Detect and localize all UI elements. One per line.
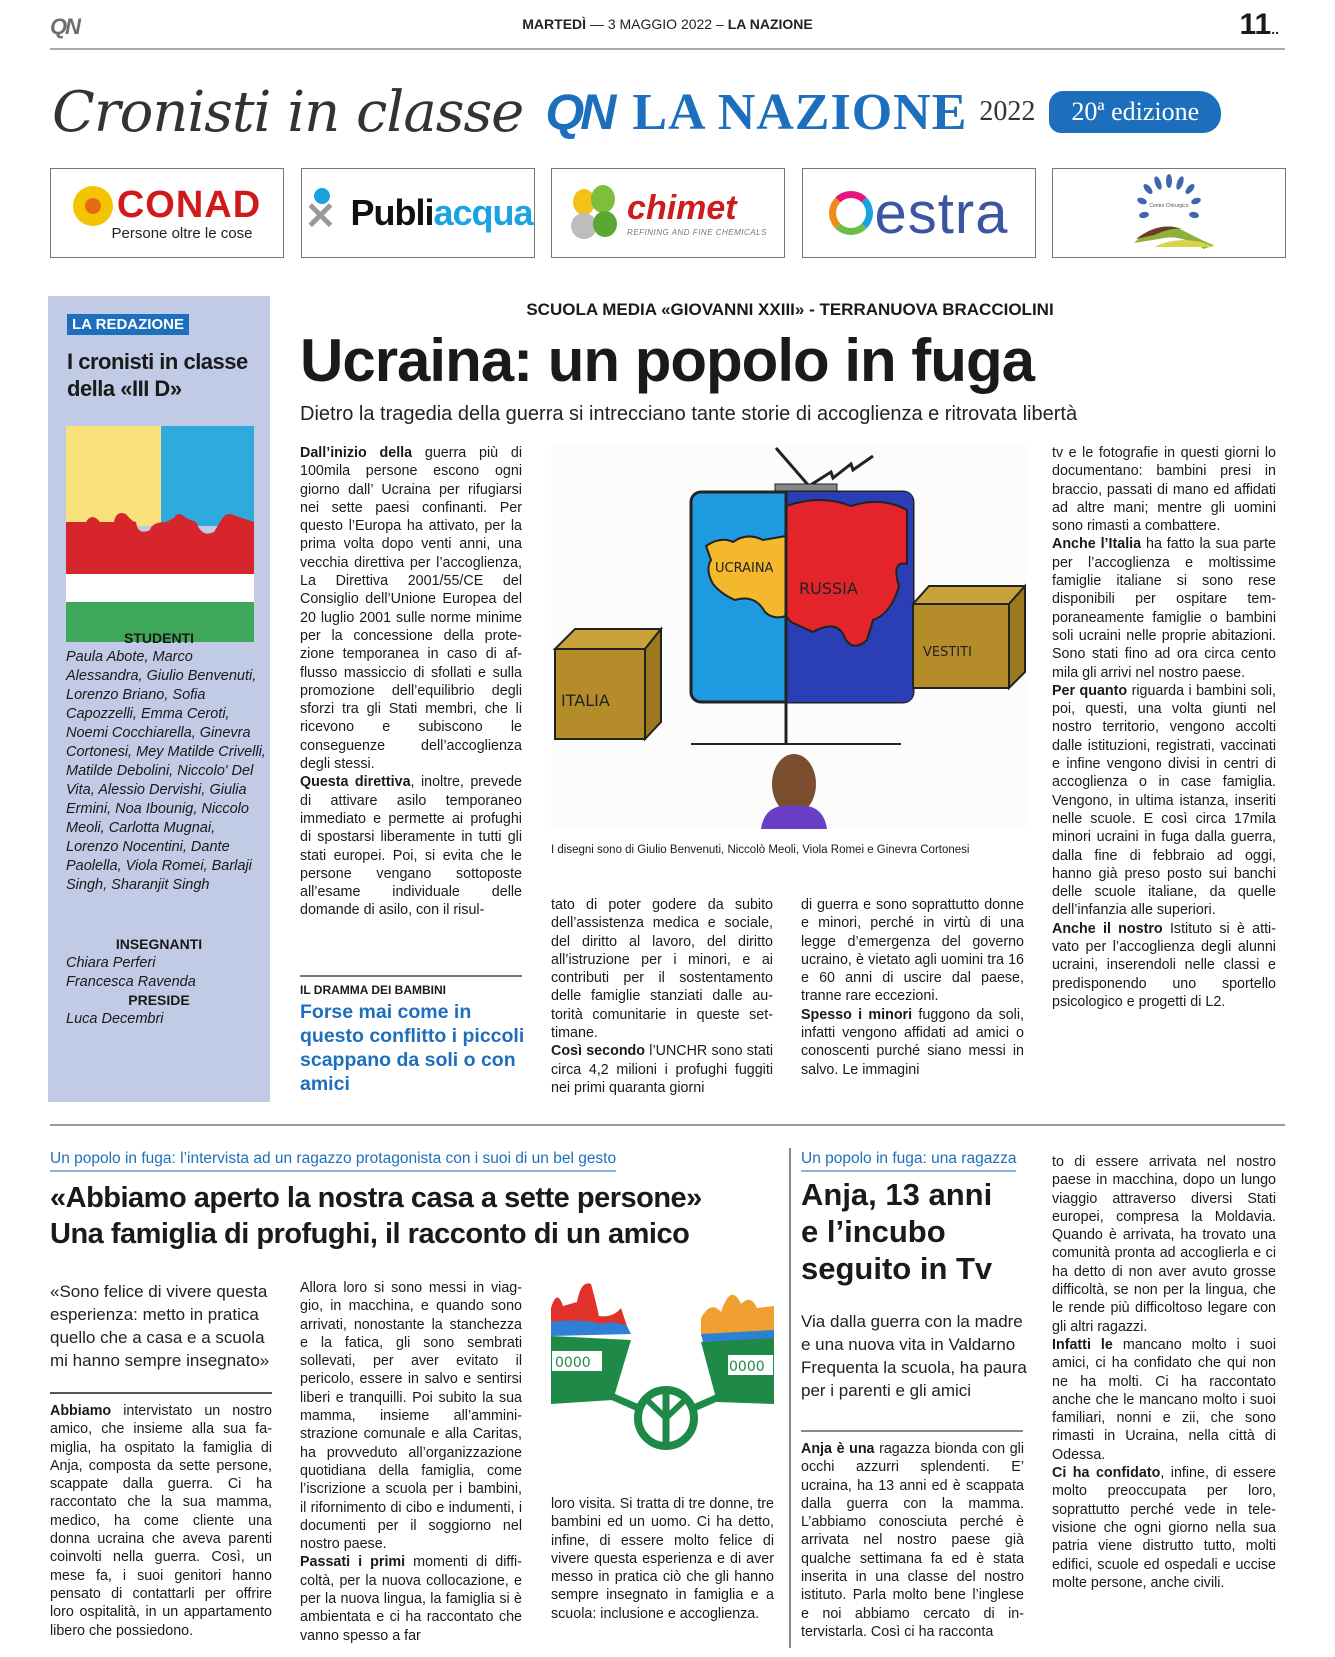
principal-name: Luca Decembri: [66, 1011, 164, 1027]
section-divider: [50, 1124, 1285, 1126]
main-col-2: tato di poter godere da subito dell’assistenza medica e sociale, del diritto al lavoro, del diritto all’istruzione per i minori, e ai contributi per il sostentamento delle famiglie stanziati dalle autorità comunitarie in queste settimane. Così secondo l’UNCHR sono stati circa 4,2 milioni i profughi fuggiti nei primi quaranta giorni: [551, 897, 773, 1096]
header-rule: [50, 48, 1285, 50]
teacher-2: Francesca Ravenda: [66, 974, 196, 990]
anja-divider: [801, 1430, 1023, 1432]
sponsor-centro-chirurgico-toscano: [1052, 168, 1286, 258]
sponsor-chimet: chimet REFINING AND FINE CHEMICALS: [551, 168, 785, 258]
svg-text:0000: 0000: [555, 1355, 591, 1371]
family-headline: «Abbiamo aperto la nostra casa a sette persone» Una famiglia di profughi, il racconto di un amico: [50, 1182, 702, 1250]
conad-flower-icon: [73, 186, 113, 226]
publiacqua-figure-icon: [302, 188, 342, 238]
sponsor-conad: CONAD Persone oltre le cose: [50, 168, 284, 258]
tv-drawing-illustration: [551, 444, 1026, 829]
boats-peace-drawing: [551, 1278, 774, 1458]
family-col-2: Allora loro si sono messi in viaggio, in macchina, e quando sono arrivati, nonostante la stanchezza e la fatica, gli sono sembrati sollevati, per aver evitato il pericolo, essere in salvo e sentirsi liberi e tranquilli. Poi subito la sua mamma, insieme all’amministrazione comunale e alla Caritas, ha provveduto all’organizzazione quotidiana della famiglia, come l’iscrizione a scuola per i bambini, il rifornimento di cibo e indumenti, i documenti per il soggiorno nel nostro paese. Passati i primi momenti di difficoltà, per la nuova collocazione, e per la nuova lingua, la famiglia si è ambientata e ci ha raccontato che vanno spesso a far: [300, 1280, 522, 1644]
svg-text:RUSSIA: RUSSIA: [799, 579, 858, 598]
anja-col-1: Anja è una ragazza bionda con gli occhi azzurri splendenti. E’ ucraina, ha 13 anni ed è scappata dalla guerra con la mamma. L’abbiamo conosciuta perché è arrivata nel nostro paese già qualche settimana fa ed è stata inserita in una classe del nostro istituto. Parla molto bene l’inglese e noi abbiamo cercato di intervistarla. Così ci ha racconta: [801, 1441, 1024, 1640]
banner-year: 2022: [979, 96, 1036, 127]
qn-logo: QN: [545, 84, 613, 140]
family-col-3: loro visita. Si tratta di tre donne, tre bambini ed un uomo. Ci ha detto, infine, di essere molto felice di vivere questa esperienza e di aver messo in pratica ciò che gli hanno sempre insegnato in famiglia e a scuola: inclusione e accoglienza.: [551, 1496, 774, 1622]
cronisti-banner: [52, 72, 1292, 152]
class-drawing-flag: [66, 426, 254, 642]
main-headline: Ucraina: un popolo in fuga: [300, 327, 1034, 394]
teacher-1: Chiara Perferi: [66, 955, 156, 971]
svg-text:Centro Chirurgico: Centro Chirurgico: [1149, 203, 1189, 209]
anja-subhead: Via dalla guerra con la madre e una nuova vita in Valdarno Frequenta la scuola, ha paura per i parenti e gli amici: [801, 1312, 1027, 1400]
teachers-label: INSEGNANTI: [115, 936, 203, 952]
students-label: STUDENTI: [124, 630, 194, 646]
centro-chirurgico-logo-icon: [1114, 173, 1224, 253]
dateline: MARTEDÌ — 3 MAGGIO 2022 – LA NAZIONE: [522, 16, 813, 32]
la-nazione-logo: LA NAZIONE: [632, 83, 968, 141]
redazione-title: I cronisti in classe della «III D»: [67, 349, 248, 401]
weekday: MARTEDÌ: [522, 16, 587, 32]
svg-text:0000: 0000: [729, 1359, 765, 1375]
main-col-3: di guerra e sono soprattutto donne e minori, perché in virtù di una legge d’emergenza del governo ucraino, è vietato agli uomini tra 16 e 60 anni di uscire dal paese, tranne rare eccezioni. Spesso i minori fuggono da soli, infatti vengono affidati ad amici o conoscenti purché siano messi in salvo. Le immagini: [801, 897, 1024, 1078]
redazione-tag: LA REDAZIONE: [67, 314, 189, 335]
sponsor-estra: estra: [802, 168, 1036, 258]
main-col-4: tv e le fotografie in questi giorni lo documentano: bambini presi in braccio, passati di mano ed affidati ad altre mani; mentre gli uomini sono rimasti a combattere. Anche l’Italia ha fatto la sua parte per l’accoglienza e moltissime famiglie italiane si sono rese disponibili per ospitare temporaneamente famiglie o bambini soli ucraini nelle proprie abitazioni. Sono stati fino ad ora circa cento mila gli arrivi nel nostro paese. Per quanto riguarda i bambini soli, poi, questi, una volta giunti nel nostro territorio, vengono accolti dalle istituzioni, registrati, vaccinati e infine vengono divisi in centri di accoglienza o in case famiglia. Vengono, in ultima istanza, inseriti nelle scuole. E così circa 17mila minori ucraini in fuga dalla guerra, dalla fine di febbraio ad oggi, hanno già preso posto sui banchi delle scuole italiane, da quelle dell’infanzia alle superiori. Anche il nostro Istituto si è attivato per l’accoglienza degli alunni ucraini, inserendoli nelle classi e predisponendo uno sportello psicologico e progetti di L2.: [1052, 445, 1277, 1010]
anja-headline: Anja, 13 anni e l’incubo seguito in Tv: [801, 1177, 993, 1286]
main-col-1: Dall’inizio della guerra più di 100mila persone escono ogni giorno dall’ Ucraina per rifugiarsi nei sette paesi confinanti. Per questo l’Europa ha attivato, per la prima volta dopo venti anni, una vecchia direttiva per l’accoglienza, La Direttiva 2001/55/CE del Consiglio dell’Unione Europea del 20 luglio 2001 sulle norme minime per la concessione della protezione temporanea in caso di afflusso massiccio di sfollati e sulla promozione dell’equilibrio degli sforzi tra gli Stati membri, che li ricevono e subiscono le conseguenze dell’accoglienza degli stessi. Questa direttiva, inoltre, prevede di attivare asilo temporaneo immediato e permette ai profughi di spostarsi liberamente in tutti gli stati europei. Poi, si evita che le persone vengano sottoposte all’esame individuale delle domande di asilo, con il risul-: [300, 445, 522, 919]
family-col-1: Abbiamo intervistato un nostro amico, che insieme alla sua famiglia, ha ospitato la famiglia di Anja, composta da sette persone, scappate dalla guerra. Ci ha raccontato che la sua mamma, medico, ha come cliente una donna ucraina che aveva parenti coinvolti nella guerra. Così, un mese fa, i suoi genitori hanno pensato di contattarli per offrire loro ospitalità, in un appartamento libero che possiedono.: [50, 1403, 272, 1639]
edition-badge: 20ª edizione: [1049, 91, 1221, 133]
paper-name: LA NAZIONE: [727, 16, 813, 32]
anja-col-2: to di essere arrivata nel nostro paese in macchina, dopo un lungo viaggio attraverso diversi Stati europei, compresa la Moldavia. Quando è arrivata, ha trovato una comunità pronta ad accoglierla e ci ha detto di non aver avuto grosse difficoltà, se non per la lingua, che le rende più difficoltoso legare con gli altri ragazzi. Infatti le mancano molto i suoi amici, ci ha confidato che qui non ne ha molti. Ci ha raccontato anche che le mancano molto i suoi familiari, nonni e zii, che sono rimasti in Ucraina, nella città di Odessa. Ci ha confidato, infine, di essere molto preoccupata per loro, soprattutto perché vede in televisione che ogni giorno nella sua patria viene distrutto tutto, molti edifici, scuole ed ospedali e uccise molte persone, anche civili.: [1052, 1154, 1276, 1591]
svg-text:UCRAINA: UCRAINA: [715, 561, 774, 576]
school-kicker: SCUOLA MEDIA «GIOVANNI XXIII» - TERRANUOVA BRACCIOLINI: [526, 300, 1054, 319]
sponsor-publiacqua: ✕ Publi acqua: [301, 168, 535, 258]
page-number: 11..: [1239, 8, 1279, 41]
sidebar-kicker: IL DRAMMA DEI BAMBINI: [300, 983, 446, 997]
family-pull-quote: «Sono felice di vivere questa esperienza: metto in pratica quello che a casa e a scuola mi hanno sempre insegnato»: [50, 1282, 270, 1370]
students-list: Paula Abote, Marco Alessandra, Giulio Benvenuti, Lorenzo Briano, Sofia Capozzelli, Emma Ceroti, Noemi Cocchiarella, Ginevra Cortonesi, Mey Matilde Crivelli, Matilde Debolini, Niccolo' Del Vita, Alessio Dervishi, Giulia Ermini, Noa Ibounig, Niccolo Meoli, Carlotta Mugnai, Lorenzo Nocentini, Dante Paolella, Viola Romei, Barlaji Singh, Sharanjit Singh: [66, 649, 266, 893]
drawing-caption: I disegni sono di Giulio Benvenuti, Niccolò Meoli, Viola Romei e Ginevra Cortonesi: [551, 844, 970, 856]
sidebar-headline: Forse mai come in questo conflitto i piccoli scappano da soli o con amici: [300, 1001, 525, 1095]
estra-ring-icon: [829, 191, 873, 235]
main-subhead: Dietro la tragedia della guerra si intrecciano tante storie di accoglienza e ritrovata libertà: [300, 403, 1078, 425]
sponsor-strip: [50, 168, 1286, 258]
principal-label: PRESIDE: [128, 992, 190, 1008]
column-divider: [789, 1148, 791, 1648]
date: 3 MAGGIO 2022: [607, 16, 713, 32]
qn-logo-small: QN: [50, 14, 79, 39]
family-kicker: Un popolo in fuga: l’intervista ad un ragazzo protagonista con i suoi di un bel gesto: [50, 1150, 616, 1172]
banner-title: Cronisti in classe: [52, 79, 524, 145]
chimet-leaf-icon: [569, 183, 623, 243]
quote-divider: [50, 1392, 272, 1394]
svg-text:VESTITI: VESTITI: [923, 645, 972, 660]
sidebar-divider: [300, 975, 522, 977]
redazione-box: [48, 296, 270, 1102]
svg-text:ITALIA: ITALIA: [561, 691, 610, 710]
anja-kicker: Un popolo in fuga: una ragazza: [801, 1150, 1016, 1172]
